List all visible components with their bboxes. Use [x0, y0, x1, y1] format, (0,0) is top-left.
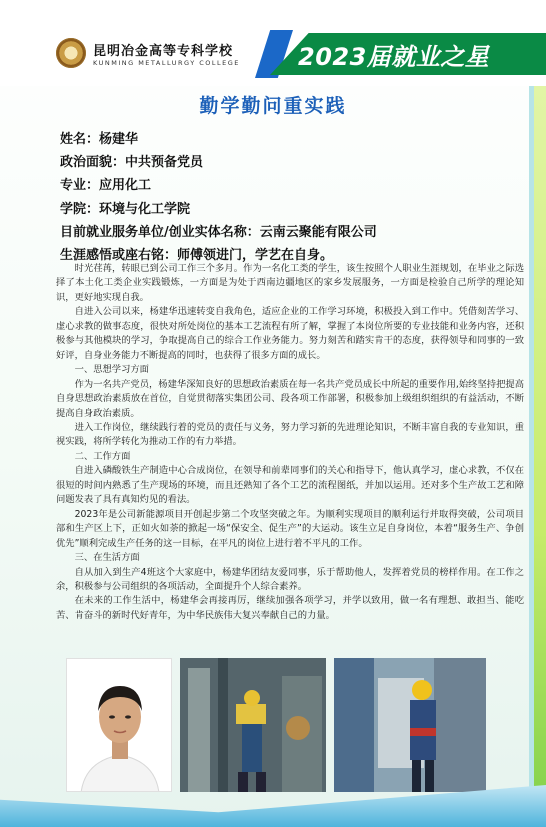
- banner-title: 2023届就业之星: [298, 43, 490, 71]
- decorative-side-bar: [534, 86, 546, 827]
- info-motto: 生涯感悟或座右铭：师傅领进门，学艺在自身。: [60, 248, 334, 264]
- info-name: 姓名：杨建华: [60, 132, 139, 147]
- school-name-cn: 昆明冶金高等专科学校: [93, 44, 234, 59]
- paragraph: 2023年是公司新能源项目开创起步第二个攻坚突破之年。为顺利实现项目的顺利运行并取得突破，公司项目部和生产区上下，正如火如荼的掀起一场“保安全、促生产”的大运动。该生立足自身岗位，本着“服务生产、争创优先”顺利完成生产任务的这一目标，在平凡的岗位上进行着不平凡的工作。: [56, 508, 524, 549]
- section-heading: 一、思想学习方面: [74, 364, 149, 376]
- paragraph: 进入工作岗位，继续践行着的党员的责任与义务，努力学习新的先进理论知识，不断丰富自我的专业知识，重视实践，将所学转化为推动工作的有力举措。: [56, 421, 524, 448]
- workplace-photo-2: [334, 658, 486, 792]
- section-heading: 二、工作方面: [74, 450, 131, 462]
- info-college: 学院：环境与化工学院: [60, 201, 191, 217]
- article-body: [56, 262, 524, 623]
- workplace-photo-1: [180, 658, 326, 792]
- info-major: 专业：应用化工: [60, 178, 152, 194]
- paragraph: 自进入磷酸铁生产制造中心合成岗位，在领导和前辈同事们的关心和指导下，他认真学习，虚心求教，不仅在很短的时间内熟悉了生产现场的环境，而且还熟知了各个工艺的流程图纸，并加以运用。还对多个生产故工艺和障问题发表了具有真知灼见的看法。: [56, 465, 524, 506]
- info-politics: 政治面貌：中共预备党员: [60, 155, 204, 171]
- info-employer: 目前就业服务单位/创业实体名称：云南云聚能有限公司: [60, 224, 377, 240]
- paragraph: 作为一名共产党员，杨建华深知良好的思想政治素质在每一名共产党员成长中所起的重要作用,始终坚持把提高自身思想政治素质放在首位，自觉贯彻落实集团公司、段各项工作部署，积极参加上级组织组织的有益活动，不断提高自身政治素质。: [56, 378, 524, 419]
- header: [0, 0, 546, 86]
- paragraph: 自进入公司以来，杨建华迅速转变自我角色，适应企业的工作学习环境，积极投入到工作中。凭借刻苦学习、虚心求教的做事态度，很快对所处岗位的基本工艺流程有所了解，掌握了本岗位所要的专业技能和业务内容，还积极参与其他模块的学习，争取提高自己的综合工作业务能力。努力刻苦和踏实肯干的态度，获得领导和同事的一致好评，自身业务能力不断提高的同时，也获得了很多方面的成长。: [56, 306, 524, 361]
- paragraph: 时光荏苒，转眼已到公司工作三个多月。作为一名化工类的学生，该生按照个人职业生涯规划，在毕业之际选择了本土化工类企业实践锻炼，一方面是为处于西南边疆地区的家乡发展服务，一方面是检验自己所学的理论知识，更好地实现自我。: [56, 263, 524, 303]
- school-name-en: KUNMING METALLURGY COLLEGE: [93, 59, 240, 67]
- page-title: 勤学勤问重实践: [199, 95, 347, 117]
- paragraph: 在未来的工作生活中，杨建华会再接再厉，继续加强各项学习，并学以致用，做一名有理想、敢担当、能吃苦、肯奋斗的新时代好青年，为中华民族伟大复兴奉献自己的力量。: [56, 595, 524, 621]
- portrait-photo: [66, 658, 172, 792]
- section-heading: 三、在生活方面: [74, 552, 140, 564]
- paragraph: 自从加入到生产4班这个大家庭中，杨建华团结友爱同事，乐于帮助他人，发挥着党员的榜样作用。在工作之余，积极参与公司组织的各项活动，全面提升个人综合素养。: [56, 566, 524, 592]
- school-logo-icon: [56, 38, 86, 68]
- profile-info: [60, 128, 520, 267]
